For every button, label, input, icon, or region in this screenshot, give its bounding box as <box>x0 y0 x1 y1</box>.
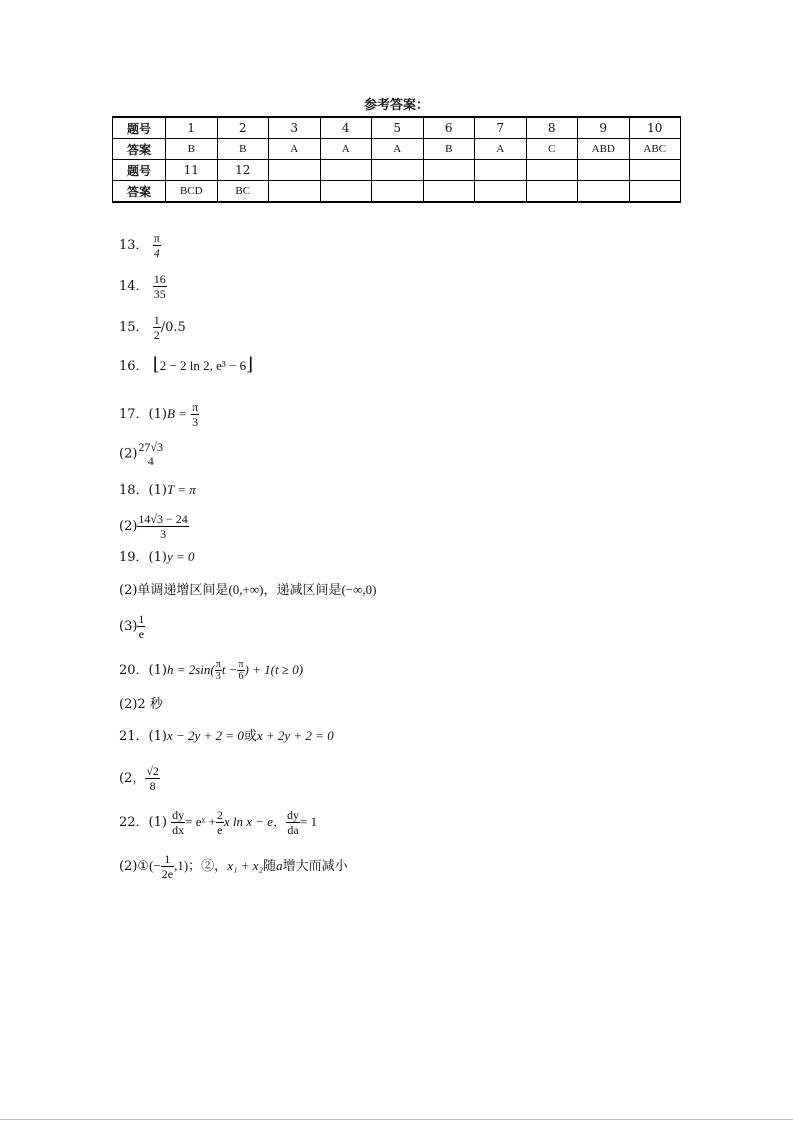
answer-cell: B <box>166 139 218 160</box>
text: ，递减区间是 <box>263 583 342 598</box>
answer-cell: A <box>372 139 424 160</box>
table-row <box>113 160 681 181</box>
question-number <box>423 160 475 181</box>
denominator: 8 <box>149 779 156 793</box>
table-row <box>113 117 681 139</box>
answer-cell <box>629 181 681 203</box>
expression: h = 2sin( <box>166 662 215 677</box>
fraction <box>215 659 222 682</box>
answer-label: (3) <box>119 619 138 634</box>
interval-close: ,1) <box>174 858 189 873</box>
question-number <box>578 160 630 181</box>
answer-label: 15． <box>119 320 149 335</box>
left-bracket: ⌊ <box>152 354 160 374</box>
fraction <box>216 808 224 837</box>
expression: ) + 1(t ≥ 0) <box>244 662 304 677</box>
answer-19-3 <box>119 612 145 641</box>
expression: x₁ + x₂ <box>227 858 264 873</box>
answer-22-1 <box>119 808 317 837</box>
numerator: 1 <box>161 852 174 867</box>
answer-label: (2， <box>119 771 146 786</box>
fraction <box>286 808 300 837</box>
numerator: π <box>238 659 244 670</box>
numerator: 1 <box>153 313 160 327</box>
numerator: 1 <box>138 612 145 626</box>
answer-cell: A <box>320 139 372 160</box>
interval-expression: 2 − 2 ln 2, e³ − 6 <box>159 358 247 373</box>
answer-13 <box>119 231 161 260</box>
answer-cell <box>269 181 321 203</box>
equation: x + 2y + 2 = 0 <box>256 728 334 743</box>
row-header: 题号 <box>113 117 166 139</box>
denominator: 3 <box>192 415 199 429</box>
denominator: 4 <box>153 246 160 260</box>
row-header: 题号 <box>113 160 166 181</box>
answer-label: (2)① <box>119 859 150 874</box>
expression: t − <box>221 662 238 677</box>
answer-21-2 <box>119 764 160 793</box>
expression: x ln x − e， <box>223 814 287 829</box>
table-row <box>113 181 681 203</box>
answer-18-2 <box>119 512 189 541</box>
row-header: 答案 <box>113 139 166 160</box>
fraction <box>137 512 188 541</box>
answer-label: 20．(1) <box>119 663 167 678</box>
page-bottom-divider <box>0 1119 793 1120</box>
answer-label: (2) <box>119 583 138 598</box>
text: ；②， <box>188 859 228 874</box>
expression: B = <box>166 406 187 421</box>
question-number: 8 <box>526 117 578 139</box>
numerator: π <box>192 400 199 414</box>
expression: = 1 <box>300 814 318 829</box>
answer-label: 22．(1) <box>119 815 167 830</box>
answer-17-2 <box>119 440 164 468</box>
answer-label: 19．(1) <box>119 550 167 565</box>
fraction <box>137 440 164 468</box>
denominator: 3 <box>160 527 167 541</box>
answer-cell: BC <box>217 181 269 203</box>
text: 单调递增区间是 <box>137 583 229 598</box>
denominator: 4 <box>147 454 154 468</box>
question-number: 12 <box>217 160 269 181</box>
numerator: 14√3 − 24 <box>138 512 188 526</box>
answer-label: (2) <box>119 519 138 534</box>
fraction <box>137 612 145 641</box>
question-number: 9 <box>578 117 630 139</box>
text: 增大而减小 <box>282 859 348 874</box>
answer-cell: ABD <box>578 139 630 160</box>
question-number: 11 <box>166 160 218 181</box>
numerator: π <box>215 659 221 670</box>
answer-cell <box>372 181 424 203</box>
answer-cell: A <box>269 139 321 160</box>
answer-16 <box>119 356 253 375</box>
question-number <box>526 160 578 181</box>
answer-key-title: 参考答案： <box>363 98 429 113</box>
answer-20-2: (2)2 秒 <box>119 697 163 712</box>
answer-15 <box>119 313 186 342</box>
answer-cell: C <box>526 139 578 160</box>
answer-20-1 <box>119 659 303 682</box>
answer-cell <box>475 181 527 203</box>
denominator: 3 <box>215 671 221 682</box>
answer-14 <box>119 272 167 301</box>
answer-17-1 <box>119 400 199 429</box>
text: 随 <box>263 859 277 874</box>
answer-cell <box>320 181 372 203</box>
question-number <box>269 160 321 181</box>
denominator: 2e <box>161 867 174 881</box>
numerator: dy <box>172 808 185 822</box>
denominator: 2 <box>153 328 160 342</box>
numerator: π <box>153 231 160 245</box>
numerator: 27√3 <box>138 440 164 454</box>
denominator: da <box>287 823 299 837</box>
question-number: 7 <box>475 117 527 139</box>
question-number: 4 <box>320 117 372 139</box>
answer-cell: A <box>475 139 527 160</box>
answer-cell <box>423 181 475 203</box>
answer-cell <box>578 181 630 203</box>
table-row <box>113 139 681 160</box>
denominator: 35 <box>153 287 166 301</box>
answer-22-2 <box>119 852 348 881</box>
fraction <box>145 764 160 793</box>
interval-open: (− <box>149 858 161 873</box>
interval: (−∞,0) <box>341 582 377 597</box>
answer-cell: BCD <box>166 181 218 203</box>
fraction <box>237 659 244 682</box>
question-number <box>629 160 681 181</box>
answer-cell: B <box>423 139 475 160</box>
expression: T = π <box>166 482 196 497</box>
answer-table <box>112 116 681 203</box>
numerator: 16 <box>153 272 166 286</box>
answer-label: 18．(1) <box>119 483 167 498</box>
fraction <box>191 400 199 429</box>
fraction <box>153 313 161 342</box>
answer-label: 14． <box>119 279 149 294</box>
fraction <box>171 808 185 837</box>
interval: (0,+∞) <box>228 582 264 597</box>
answer-label: 21．(1) <box>119 729 167 744</box>
answer-cell <box>526 181 578 203</box>
row-header: 答案 <box>113 181 166 203</box>
expression: y = 0 <box>166 549 195 564</box>
question-number: 6 <box>423 117 475 139</box>
answer-label: (2) <box>119 446 138 462</box>
answer-cell: B <box>217 139 269 160</box>
question-number: 3 <box>269 117 321 139</box>
question-number: 1 <box>166 117 218 139</box>
numerator: √2 <box>146 764 159 778</box>
numerator: dy <box>287 808 300 822</box>
answer-18-1 <box>119 482 196 499</box>
question-number: 5 <box>372 117 424 139</box>
variable: a <box>276 858 283 873</box>
question-number: 2 <box>217 117 269 139</box>
denominator: dx <box>172 823 185 837</box>
fraction <box>153 231 161 260</box>
denominator: e <box>138 627 145 641</box>
denominator: e <box>217 823 223 837</box>
text: 或 <box>243 729 257 744</box>
question-number <box>475 160 527 181</box>
equation: x − 2y + 2 = 0 <box>166 728 244 743</box>
answer-21-1 <box>119 728 334 745</box>
answer-cell: ABC <box>629 139 681 160</box>
answer-label: 13． <box>119 238 149 253</box>
expression: = eˣ + <box>185 814 216 829</box>
fraction <box>153 272 167 301</box>
right-bracket: ⌋ <box>246 354 254 374</box>
answer-label: 16． <box>119 359 149 374</box>
answer-alt: /0.5 <box>160 320 186 335</box>
answer-19-1 <box>119 549 195 566</box>
denominator: 6 <box>238 671 244 682</box>
question-number <box>372 160 424 181</box>
numerator: 2 <box>216 808 223 822</box>
question-number: 10 <box>629 117 681 139</box>
question-number <box>320 160 372 181</box>
fraction <box>161 852 174 881</box>
answer-label: 17．(1) <box>119 407 167 422</box>
answer-19-2 <box>119 582 376 599</box>
